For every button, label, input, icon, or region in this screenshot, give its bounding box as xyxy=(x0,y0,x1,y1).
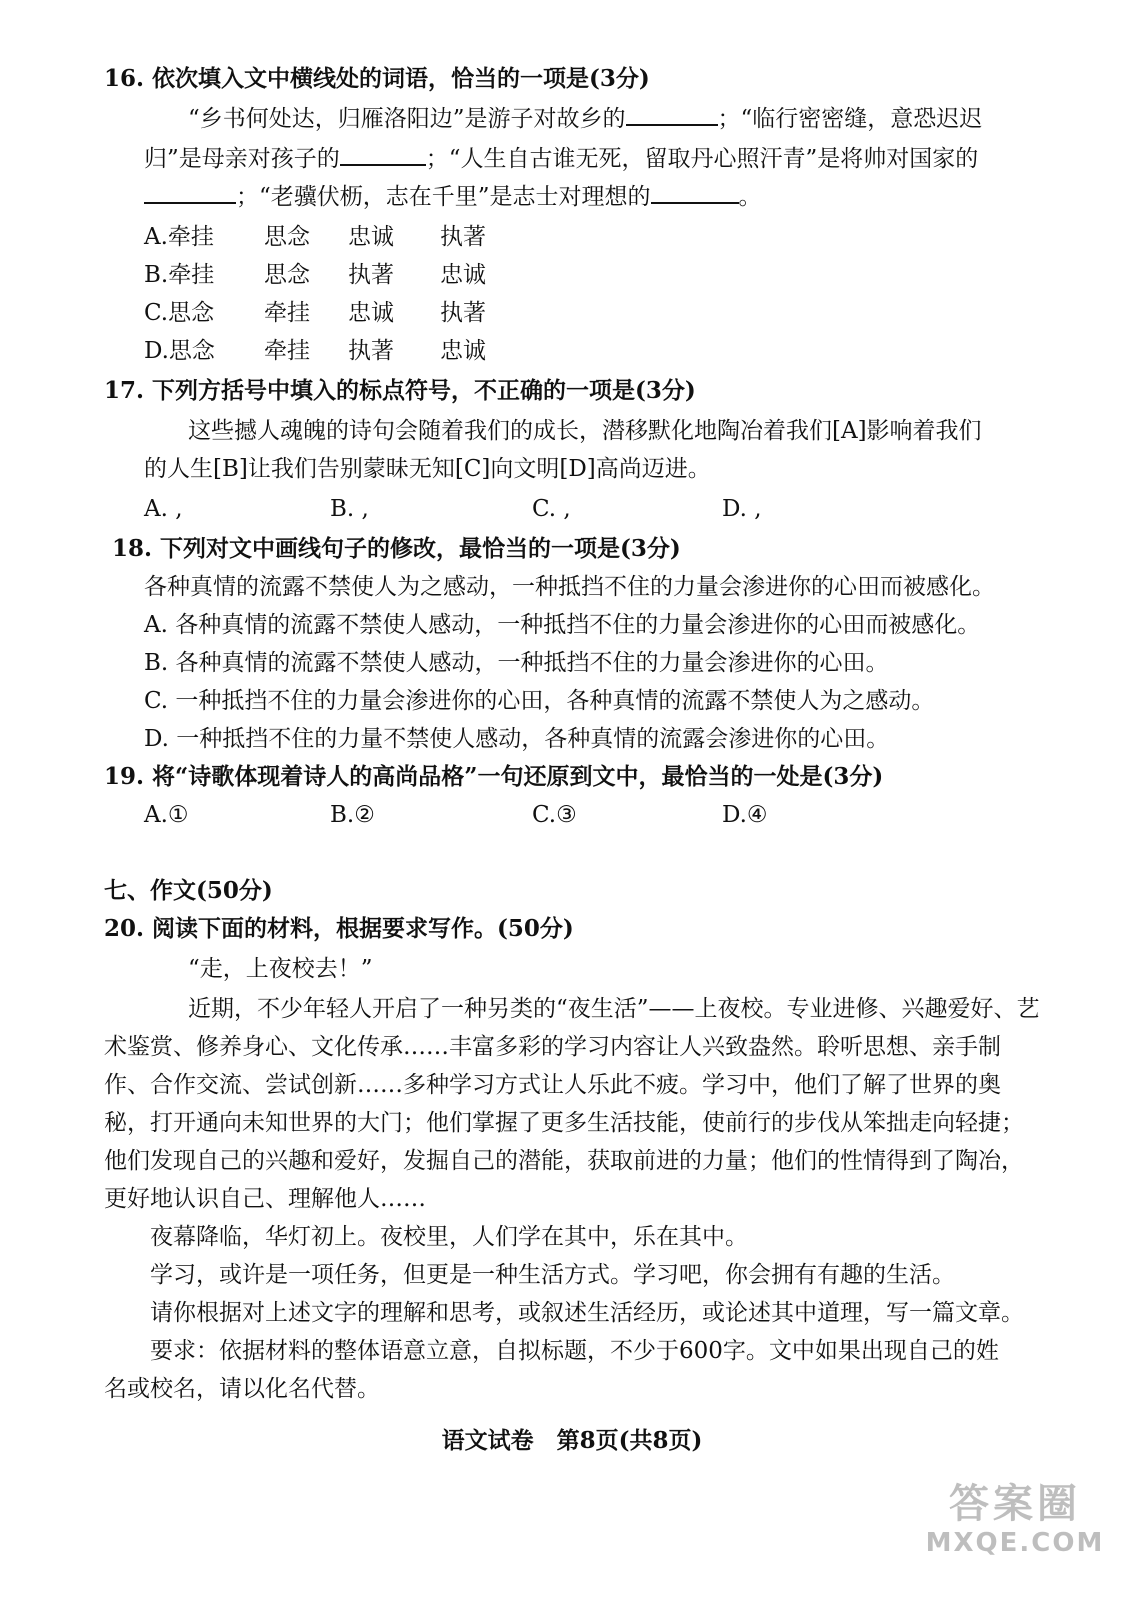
q16-option-c[interactable]: C.思念 xyxy=(144,300,215,326)
blank-4 xyxy=(651,182,739,204)
q18-stem: 18. 下列对文中画线句子的修改，最恰当的一项是(3分) xyxy=(112,535,681,562)
blank-3 xyxy=(144,182,236,204)
q17-option-b[interactable]: B. , xyxy=(330,496,369,522)
q16-option-d[interactable]: D.思念 xyxy=(144,338,215,364)
q19-stem: 19. 将“诗歌体现着诗人的高尚品格”一句还原到文中，最恰当的一处是(3分) xyxy=(104,763,884,790)
material-line-2: 术鉴赏、修养身心、文化传承……丰富多彩的学习内容让人兴致盎然。聆听思想、亲手制 xyxy=(104,1034,1001,1060)
material-paragraph-2: 夜幕降临，华灯初上。夜校里，人们学在其中，乐在其中。 xyxy=(150,1224,748,1250)
writing-instruction: 请你根据对上述文字的理解和思考，或叙述生活经历，或论述其中道理，写一篇文章。 xyxy=(150,1300,1024,1326)
q19-option-b[interactable]: B.② xyxy=(330,802,375,828)
q19-option-c[interactable]: C.③ xyxy=(532,802,577,828)
q16-passage-line-1: “乡书何处达，归雁洛阳边”是游子对故乡的 ；“临行密密缝，意恐迟迟 xyxy=(188,106,983,132)
blank-1 xyxy=(626,104,718,126)
material-line-1: 近期，不少年轻人开启了一种另类的“夜生活”——上夜校。专业进修、兴趣爱好、艺 xyxy=(188,996,1040,1022)
material-line-6: 更好地认识自己、理解他人…… xyxy=(104,1186,426,1212)
q18-option-b[interactable]: B. 各种真情的流露不禁使人感动，一种抵挡不住的力量会渗进你的心田。 xyxy=(144,650,889,676)
q17-option-a[interactable]: A. , xyxy=(144,496,183,522)
q17-passage-line-1: 这些撼人魂魄的诗句会随着我们的成长，潜移默化地陶冶着我们[A]影响着我们 xyxy=(188,418,982,444)
q18-option-c[interactable]: C. 一种抵挡不住的力量会渗进你的心田，各种真情的流露不禁使人为之感动。 xyxy=(144,688,935,714)
q16-stem: 16. 依次填入文中横线处的词语，恰当的一项是(3分) xyxy=(104,65,650,92)
material-paragraph-3: 学习，或许是一项任务，但更是一种生活方式。学习吧，你会拥有有趣的生活。 xyxy=(150,1262,955,1288)
writing-requirement-line-1: 要求：依据材料的整体语意立意，自拟标题，不少于600字。文中如果出现自己的姓 xyxy=(150,1338,999,1364)
writing-requirement-line-2: 名或校名，请以化名代替。 xyxy=(104,1376,380,1402)
essay-material-title: “走，上夜校去！” xyxy=(188,956,373,982)
q17-stem: 17. 下列方括号中填入的标点符号，不正确的一项是(3分) xyxy=(104,377,696,404)
q17-option-c[interactable]: C. , xyxy=(532,496,571,522)
q17-option-d[interactable]: D. , xyxy=(722,496,762,522)
q16-passage-line-3: ；“老骥伏枥，志在千里”是志士对理想的 。 xyxy=(144,182,762,212)
watermark-logo: 答案圈 MXQE.COM xyxy=(925,1481,1105,1558)
material-line-4: 秘，打开通向未知世界的大门；他们掌握了更多生活技能，使前行的步伐从笨拙走向轻捷； xyxy=(104,1110,1024,1136)
q18-option-a[interactable]: A. 各种真情的流露不禁使人感动，一种抵挡不住的力量会渗进你的心田而被感化。 xyxy=(144,612,981,638)
q20-stem: 20. 阅读下面的材料，根据要求写作。(50分) xyxy=(104,915,574,942)
material-line-5: 他们发现自己的兴趣和爱好，发掘自己的潜能，获取前进的力量；他们的性情得到了陶冶， xyxy=(104,1148,1024,1174)
q18-option-d[interactable]: D. 一种抵挡不住的力量不禁使人感动，各种真情的流露会渗进你的心田。 xyxy=(144,726,890,752)
page-footer: 语文试卷 第8页(共8页) xyxy=(441,1427,703,1454)
q19-option-a[interactable]: A.① xyxy=(144,802,189,828)
q16-option-b[interactable]: B.牵挂 xyxy=(144,262,215,288)
section-heading: 七、作文(50分) xyxy=(104,877,273,904)
blank-2 xyxy=(340,144,426,166)
q16-passage-line-2: 归”是母亲对孩子的 ；“人生自古谁无死，留取丹心照汗青”是将帅对国家的 xyxy=(144,146,979,172)
exam-page: 16. 依次填入文中横线处的词语，恰当的一项是(3分) “乡书何处达，归雁洛阳边”是游子对故乡的 ；“临行密密缝，意恐迟迟 归”是母亲对孩子的 ；“人生自古谁无死，留取丹心照汗青”是将帅对国家的 ；“老骥伏枥，志在千里”是志士对理想的 。 A.牵挂 思念 忠诚 执著 B.牵挂 思念 执著 忠诚 C.思念 牵挂 忠诚 执著 D.思念 牵挂 执著 忠诚 17. 下列方括号中填入的标点符号，不正确的一项是(3分) 这些撼人魂魄的诗句会随着我们的成长，潜移默化地陶冶着我们[A]影响着我们 的人生[B]让我们告别蒙昧无知[C]向文明[D]高尚迈进。 A. , B. , C. , D. , 18. 下列对文中画线句子的修改，最恰当的一项是(3分) 各种真情的流露不禁使人为之感动，一种抵挡不住的力量会渗进你的心田而被感化。 A. 各种真情的流露不禁使人感动，一种抵挡不住的力量会渗进你的心田而被感化。 B. 各种真情的流露不禁使人感动，一种抵挡不住的力量会渗进你的心田。 C. 一种抵挡不住的力量会渗进你的心田，各种真情的流露不禁使人为之感动。 D. 一种抵挡不住的力量不禁使人感动，各种真情的流露会渗进你的心田。 19. 将“诗歌体现着诗人的高尚品格”一句还原到文中，最恰当的一处是(3分) A.① B.② C.③ D.④ 七、作文(50分) 20. 阅读下面的材料，根据要求写作。(50分) “走，上夜校去！” 近期，不少年轻人开启了一种另类的“夜生活”——上夜校。专业进修、兴趣爱好、艺 术鉴赏、修养身心、文化传承……丰富多彩的学习内容让人兴致盎然。聆听思想、亲手制 作、合作交流、尝试创新……多种学习方式让人乐此不疲。学习中，他们了解了世界的奥 秘，打开通向未知世界的大门；他们掌握了更多生活技能，使前行的步伐从笨拙走向轻捷； 他们发现自己的兴趣和爱好，发掘自己的潜能，获取前进的力量；他们的性情得到了陶冶， 更好地认识自己、理解他人…… 夜幕降临，华灯初上。夜校里，人们学在其中，乐在其中。 学习，或许是一项任务，但更是一种生活方式。学习吧，你会拥有有趣的生活。 请你根据对上述文字的理解和思考，或叙述生活经历，或论述其中道理，写一篇文章。 要求：依据材料的整体语意立意，自拟标题，不少于600字。文中如果出现自己的姓 名或校名，请以化名代替。 语文试卷 第8页(共8页) 答案圈 MXQE.COM xyxy=(0,0,1144,1600)
q19-option-d[interactable]: D.④ xyxy=(722,802,768,828)
q18-original-sentence: 各种真情的流露不禁使人为之感动，一种抵挡不住的力量会渗进你的心田而被感化。 xyxy=(144,574,995,600)
q17-passage-line-2: 的人生[B]让我们告别蒙昧无知[C]向文明[D]高尚迈进。 xyxy=(144,456,711,482)
q16-option-a[interactable]: A.牵挂 xyxy=(144,224,214,250)
material-line-3: 作、合作交流、尝试创新……多种学习方式让人乐此不疲。学习中，他们了解了世界的奥 xyxy=(104,1072,1001,1098)
